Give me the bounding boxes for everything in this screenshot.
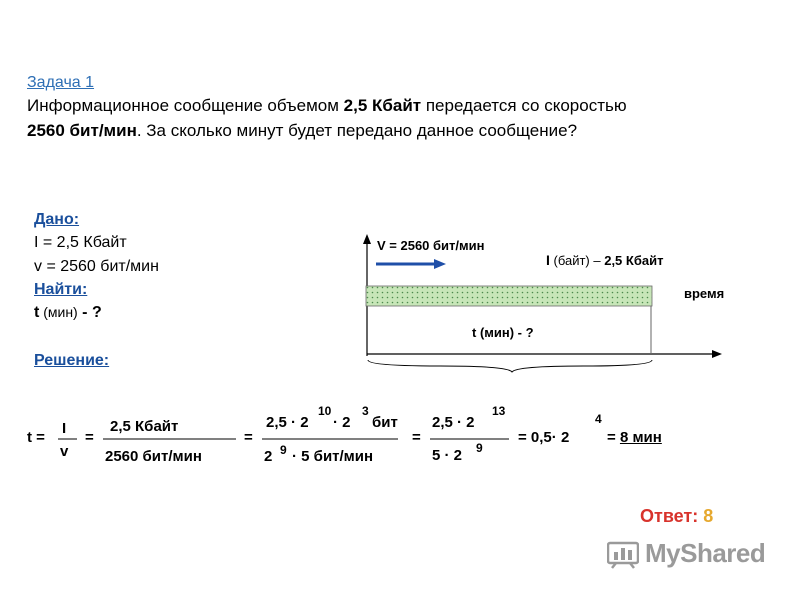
task-speed: 2560 бит/мин	[27, 121, 137, 140]
vertical-axis-arrowhead	[363, 234, 371, 244]
formula-f3-sup2: 3	[362, 404, 369, 418]
formula-f3-num-b: 2	[300, 414, 309, 431]
formula-result	[518, 429, 569, 446]
formula-f3-num	[266, 414, 309, 431]
task-text: . За сколько минут будет передано данное сообщение?	[136, 121, 578, 140]
formula-f3-den-b: · 5 бит/мин	[292, 448, 374, 465]
formula-eq: =	[412, 429, 421, 446]
formula-f4-num-sup: 13	[492, 404, 506, 418]
formula-eq: =	[244, 429, 253, 446]
formula-f3-num-d: бит	[372, 414, 398, 431]
answer	[640, 506, 713, 527]
given-i: I = 2,5 Кбайт	[34, 234, 127, 251]
size-label	[546, 252, 663, 268]
myshared-logo-text: MyShared	[645, 538, 766, 568]
task-text: передается со скоростью	[421, 96, 627, 115]
speed-label: V = 2560 бит/мин	[377, 238, 485, 253]
formula-result-sup: 4	[595, 412, 602, 426]
formula-f3-sup1: 10	[318, 404, 332, 418]
formula-f1-num: I	[62, 420, 67, 437]
formula-f2-num: 2,5 Кбайт	[110, 418, 179, 435]
formula-f1-den: v	[60, 443, 69, 460]
size-symbol: I	[546, 252, 550, 268]
time-axis-label: время	[684, 286, 725, 301]
size-value: 2,5 Кбайт	[604, 253, 664, 268]
speed-arrowhead	[434, 259, 446, 269]
task-text: Информационное сообщение объемом	[27, 96, 344, 115]
given-heading: Дано:	[34, 211, 80, 228]
t-label: t (мин) - ?	[472, 325, 534, 340]
formula-f3-den-sup: 9	[280, 443, 287, 457]
solution-heading: Решение:	[34, 352, 110, 369]
formula-eq: =	[85, 429, 94, 446]
formula-f4-den-sup: 9	[476, 441, 483, 455]
myshared-logo-icon	[607, 539, 639, 574]
formula-f3-num-a: 2,5 ·	[266, 414, 297, 431]
message-bar	[366, 286, 652, 306]
answer-label: Ответ:	[640, 506, 704, 526]
time-brace	[368, 360, 652, 372]
find-t-unit: (мин)	[39, 304, 78, 320]
formula-t-eq: t =	[27, 429, 45, 446]
formula-result-c: 8 мин	[619, 429, 662, 446]
find-t-question: - ?	[77, 304, 102, 321]
formula-f3-den-a: 2	[264, 448, 273, 465]
formula-f4-num: 2,5 · 2	[432, 414, 475, 431]
time-axis-arrowhead	[712, 350, 722, 358]
formula-result-a: = 0,5· 2	[518, 429, 570, 446]
given-v: v = 2560 бит/мин	[34, 258, 159, 275]
formula-result-b: =	[607, 429, 620, 446]
formula-f2-den: 2560 бит/мин	[105, 448, 202, 465]
answer-value: 8	[703, 506, 714, 526]
find-heading: Найти:	[34, 281, 88, 298]
size-unit: (байт) –	[549, 253, 605, 268]
task-size: 2,5 Кбайт	[343, 96, 422, 115]
formula-result-final	[607, 429, 662, 446]
formula-f3-num-c: · 2	[333, 414, 351, 431]
find-t-symbol: t	[34, 304, 40, 321]
task-title: Задача 1	[27, 74, 95, 91]
formula-f4-den: 5 · 2	[432, 447, 463, 464]
